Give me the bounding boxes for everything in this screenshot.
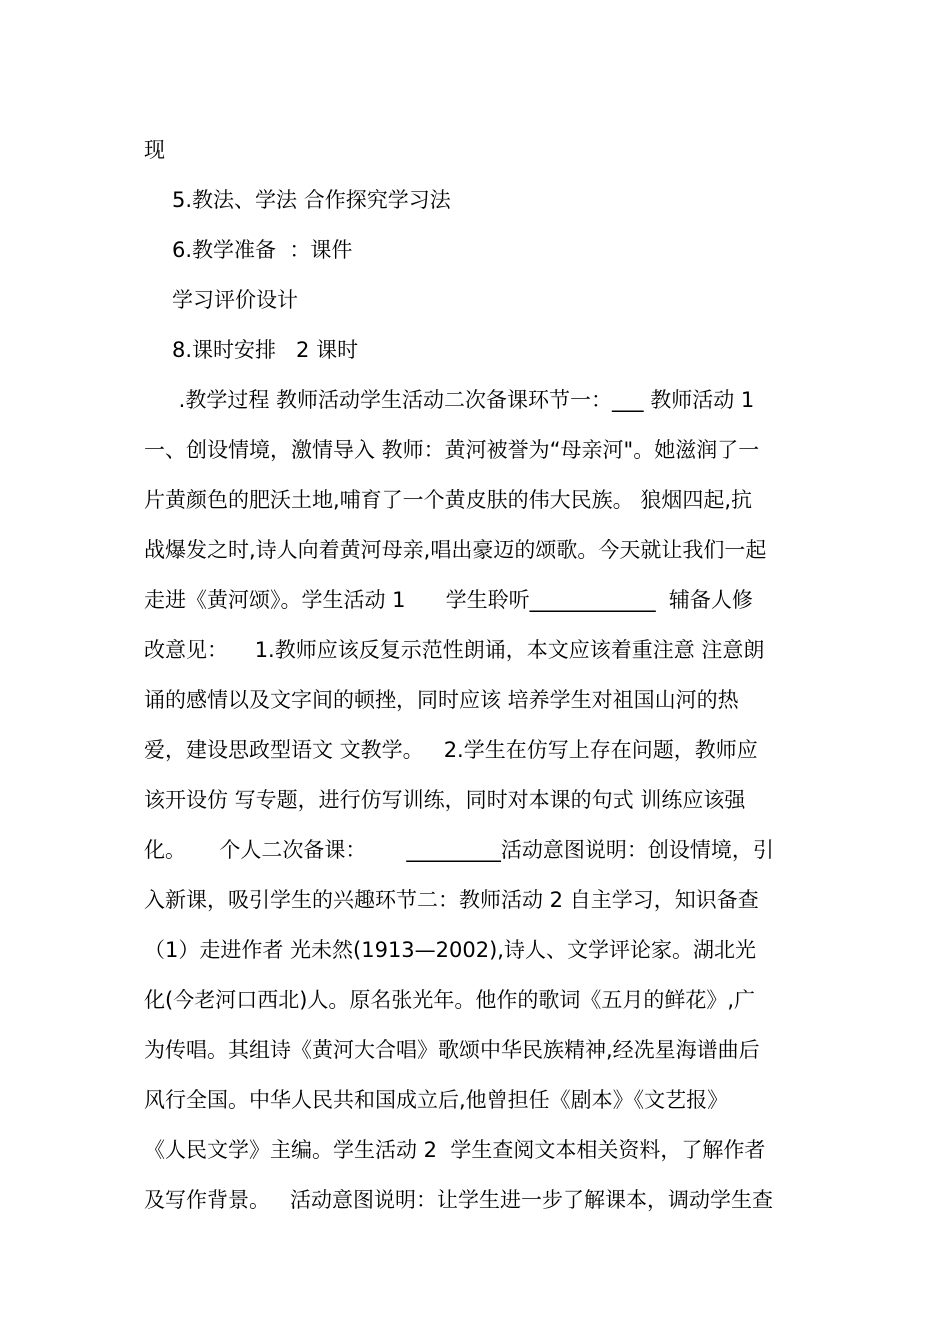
text-line-14: 该开设仿 写专题，进行仿写训练，同时对本课的句式 训练应该强 xyxy=(144,788,746,812)
text-line-20: 风行全国。中华人民共和国成立后,他曾担任《剧本》《文艺报》 xyxy=(144,1088,729,1112)
text-line-6: .教学过程 教师活动学生活动二次备课环节一：___ 教师活动 1 xyxy=(172,388,755,412)
text-line-5: 8.课时安排 2 课时 xyxy=(172,338,359,362)
text-line-15: 化。 个人二次备课： _________活动意图说明：创设情境，引 xyxy=(144,838,774,862)
text-line-11: 改意见： 1.教师应该反复示范性朗诵，本文应该着重注意 注意朗 xyxy=(144,638,765,662)
text-line-18: 化(今老河口西北)人。原名张光年。他作的歌词《五月的鲜花》,广 xyxy=(144,988,756,1012)
text-line-22: 及写作背景。 活动意图说明：让学生进一步了解课本，调动学生查 xyxy=(144,1188,774,1212)
text-line-3: 6.教学准备 ：课件 xyxy=(172,238,353,262)
text-line-21: 《人民文学》主编。学生活动 2 学生查阅文本相关资料，了解作者 xyxy=(144,1138,766,1162)
text-line-9: 战爆发之时,诗人向着黄河母亲,唱出豪迈的颂歌。今天就让我们一起 xyxy=(144,538,767,562)
text-line-8: 片黄颜色的肥沃土地,哺育了一个黄皮肤的伟大民族。 狼烟四起,抗 xyxy=(144,488,753,512)
text-line-19: 为传唱。其组诗《黄河大合唱》歌颂中华民族精神,经冼星海谱曲后 xyxy=(144,1038,760,1062)
text-line-17: （1）走进作者 光未然(1913—2002),诗人、文学评论家。湖北光 xyxy=(144,938,756,962)
text-line-12: 诵的感情以及文字间的顿挫，同时应该 培养学生对祖国山河的热 xyxy=(144,688,739,712)
text-line-1: 现 xyxy=(144,138,165,162)
text-line-2: 5.教法、学法 合作探究学习法 xyxy=(172,188,451,212)
text-line-10: 走进《黄河颂》。学生活动 1 学生聆听____________ 辅备人修 xyxy=(144,588,753,612)
text-line-4: 学习评价设计 xyxy=(172,288,298,312)
text-line-7: 一、创设情境，激情导入 教师：黄河被誉为“母亲河"。她滋润了一 xyxy=(144,438,760,462)
text-line-13: 爱，建设思政型语文 文教学。 2.学生在仿写上存在问题，教师应 xyxy=(144,738,758,762)
text-line-16: 入新课，吸引学生的兴趣环节二：教师活动 2 自主学习，知识备查 xyxy=(144,888,759,912)
